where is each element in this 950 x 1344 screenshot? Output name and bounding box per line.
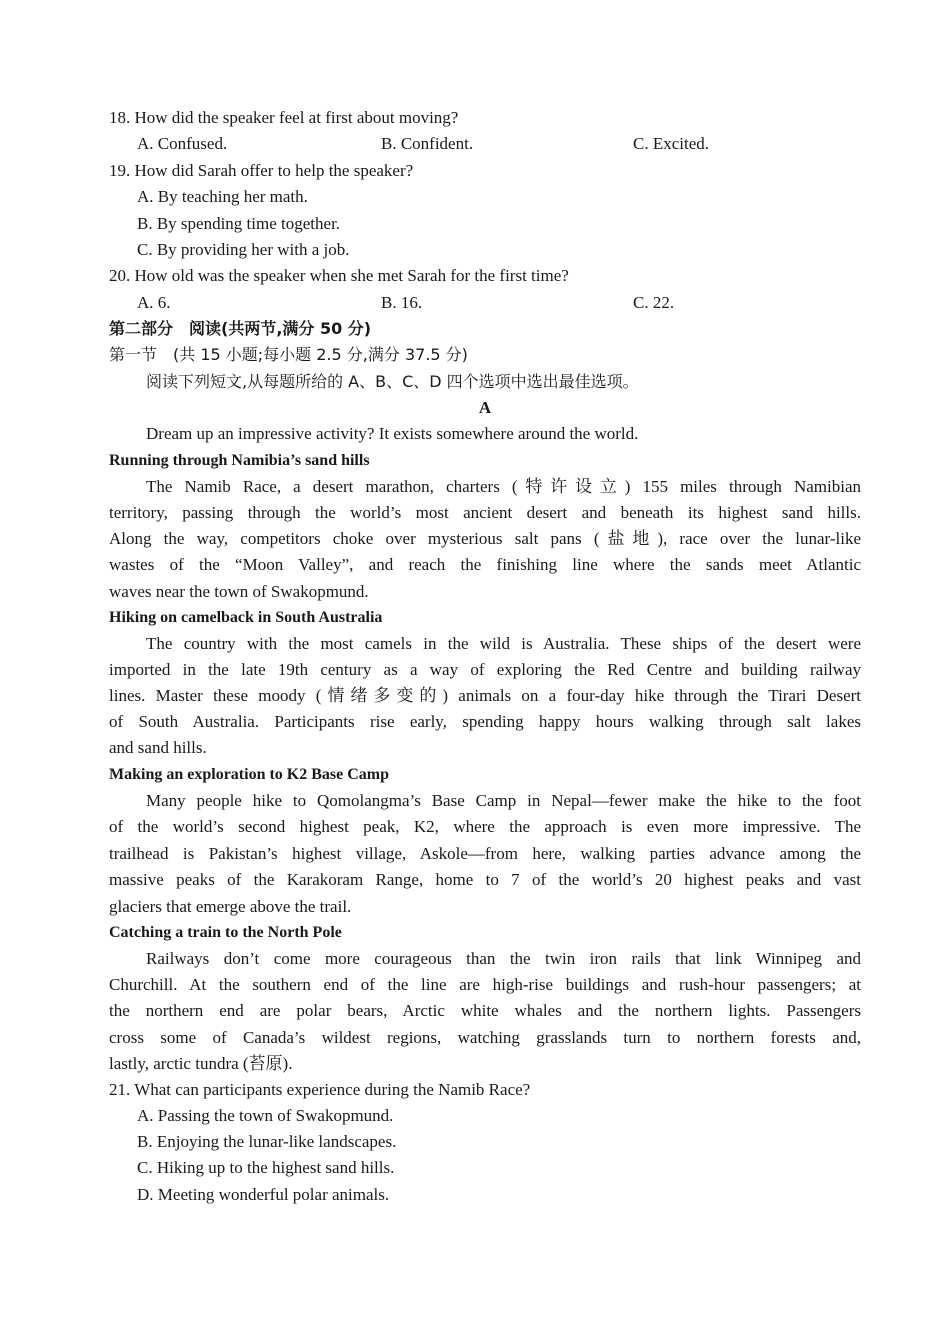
australia-line-4: of South Australia. Participants rise early, spending happy hours walking through salt lakes [109, 712, 861, 731]
north-pole-line-4: cross some of Canada’s wildest regions, watching grasslands turn to northern forests and, [109, 1028, 861, 1047]
question-20-options [137, 292, 777, 314]
section-namibia-title: Running through Namibia’s sand hills [109, 452, 370, 469]
passage-intro: Dream up an impressive activity? It exists somewhere around the world. [146, 424, 639, 443]
k2-line-1: Many people hike to Qomolangma’s Base Camp in Nepal—fewer make the hike to the foot [146, 791, 861, 810]
question-19-option-a[interactable]: A. By teaching her math. [137, 187, 308, 206]
australia-line-1: The country with the most camels in the wild is Australia. These ships of the desert were [146, 634, 861, 653]
question-21-option-b[interactable]: B. Enjoying the lunar-like landscapes. [137, 1132, 397, 1151]
australia-line-3: lines. Master these moody (情绪多变的) animals on a four-day hike through the Tirari Desert [109, 686, 861, 705]
north-pole-line-5: lastly, arctic tundra (苔原). [109, 1054, 293, 1073]
north-pole-line-2: Churchill. At the southern end of the line are high-rise buildings and rush-hour passengers; at [109, 975, 861, 994]
namibia-line-4: wastes of the “Moon Valley”, and reach the finishing line where the sands meet Atlantic [109, 555, 861, 574]
question-18-options [137, 133, 777, 155]
section-north-pole-title: Catching a train to the North Pole [109, 924, 342, 941]
question-20-option-a[interactable]: A. 6. [137, 293, 171, 312]
question-18-option-a[interactable]: A. Confused. [137, 134, 228, 153]
question-18-option-b[interactable]: B. Confident. [381, 134, 474, 153]
question-21-option-a[interactable]: A. Passing the town of Swakopmund. [137, 1106, 394, 1125]
question-21-option-d[interactable]: D. Meeting wonderful polar animals. [137, 1185, 390, 1204]
k2-line-2: of the world’s second highest peak, K2, where the approach is even more impressive. The [109, 817, 861, 836]
section-australia-title: Hiking on camelback in South Australia [109, 609, 383, 626]
namibia-line-3: Along the way, competitors choke over mysterious salt pans (盐地), race over the lunar-like [109, 529, 861, 548]
north-pole-line-1: Railways don’t come more courageous than the twin iron rails that link Winnipeg and [146, 949, 861, 968]
namibia-line-2: territory, passing through the world’s most ancient desert and beneath its highest sand hills. [109, 503, 861, 522]
section-k2-title: Making an exploration to K2 Base Camp [109, 766, 390, 783]
question-20-option-c[interactable]: C. 22. [633, 293, 675, 312]
question-20-option-b[interactable]: B. 16. [381, 293, 423, 312]
question-18-option-c[interactable]: C. Excited. [633, 134, 710, 153]
australia-line-5: and sand hills. [109, 738, 207, 757]
question-19-stem: 19. How did Sarah offer to help the speaker? [109, 161, 414, 180]
question-20-stem: 20. How old was the speaker when she met Sarah for the first time? [109, 266, 569, 285]
namibia-line-1: The Namib Race, a desert marathon, charters (特许设立) 155 miles through Namibian [146, 477, 861, 496]
north-pole-line-3: the northern end are polar bears, Arctic white whales and the northern lights. Passengers [109, 1001, 861, 1020]
section-1-title: 第一节 (共 15 小题;每小题 2.5 分,满分 37.5 分) [109, 345, 468, 364]
k2-line-5: glaciers that emerge above the trail. [109, 897, 352, 916]
australia-line-2: imported in the late 19th century as a way of exploring the Red Centre and building railway [109, 660, 861, 679]
question-21-stem: 21. What can participants experience during the Namib Race? [109, 1080, 531, 1099]
question-21-option-c[interactable]: C. Hiking up to the highest sand hills. [137, 1158, 395, 1177]
k2-line-4: massive peaks of the Karakoram Range, home to 7 of the world’s 20 highest peaks and vast [109, 870, 861, 889]
part-2-title: 第二部分 阅读(共两节,满分 50 分) [109, 319, 372, 338]
reading-instruction: 阅读下列短文,从每题所给的 A、B、C、D 四个选项中选出最佳选项。 [146, 372, 639, 391]
question-18-stem: 18. How did the speaker feel at first about moving? [109, 108, 459, 127]
k2-line-3: trailhead is Pakistan’s highest village, Askole—from here, walking parties advance among the [109, 844, 861, 863]
question-19-option-c[interactable]: C. By providing her with a job. [137, 240, 350, 259]
namibia-line-5: waves near the town of Swakopmund. [109, 582, 369, 601]
question-19-option-b[interactable]: B. By spending time together. [137, 214, 341, 233]
passage-letter: A [478, 398, 492, 417]
